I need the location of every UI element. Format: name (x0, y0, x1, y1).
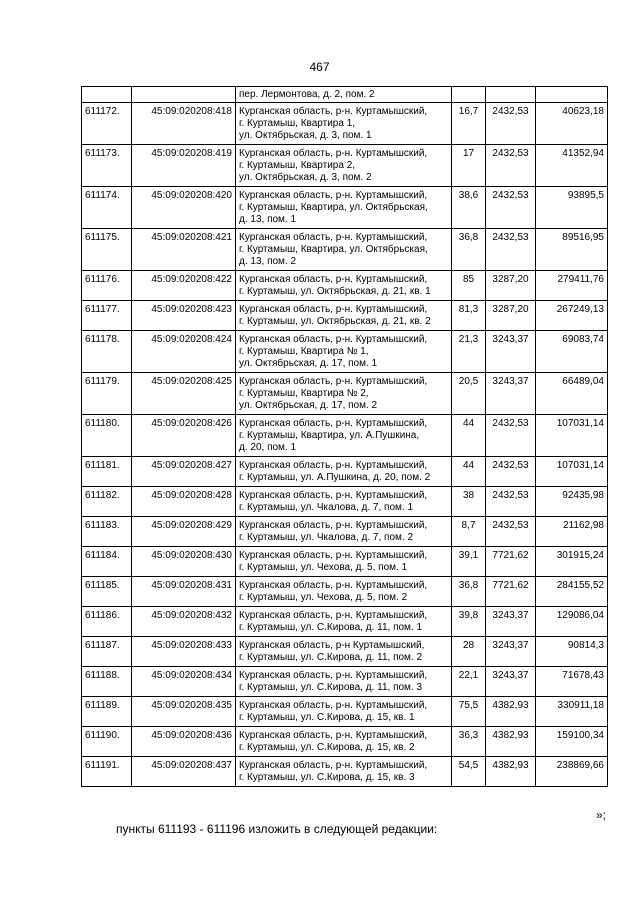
table-row (82, 577, 608, 607)
table-row (82, 517, 608, 547)
address-line: г. Куртамыш, ул. Чкалова, д. 7, пом. 1 (239, 502, 414, 513)
address-line: г. Куртамыш, Квартира № 2, (239, 388, 369, 399)
total-value-cell: 159100,34 (536, 727, 608, 757)
row-number-cell: 611190. (82, 727, 132, 757)
address-line: г. Куртамыш, Квартира 1, (239, 118, 356, 129)
address-line: д. 13, пом. 1 (239, 214, 297, 225)
row-number-cell: 611173. (82, 145, 132, 187)
address-cell (236, 547, 452, 577)
address-cell (236, 103, 452, 145)
address-line: Курганская область, р-н. Куртамышский, (239, 580, 428, 591)
unit-price-cell: 4382,93 (486, 757, 536, 787)
address-line: Курганская область, р-н. Куртамышский, (239, 148, 428, 159)
row-number-cell: 611187. (82, 637, 132, 667)
total-value-cell: 66489,04 (536, 373, 608, 415)
address-line: Курганская область, р-н. Куртамышский, (239, 760, 428, 771)
unit-price-cell: 4382,93 (486, 727, 536, 757)
table-row (82, 457, 608, 487)
row-number-cell: 611184. (82, 547, 132, 577)
cadastral-number-cell: 45:09:020208:434 (132, 667, 236, 697)
cadastral-number-cell: 45:09:020208:423 (132, 301, 236, 331)
table-row (82, 667, 608, 697)
total-value-cell: 90814,3 (536, 637, 608, 667)
total-value-cell: 107031,14 (536, 457, 608, 487)
cadastral-number-cell: 45:09:020208:430 (132, 547, 236, 577)
total-value-cell: 279411,76 (536, 271, 608, 301)
area-cell: 81,3 (452, 301, 486, 331)
row-number-cell: 611174. (82, 187, 132, 229)
unit-price-cell: 3243,37 (486, 331, 536, 373)
address-line: ул. Октябрьская, д. 3, пом. 2 (239, 172, 372, 183)
area-cell (452, 87, 486, 103)
address-line: г. Куртамыш, ул. С.Кирова, д. 11, пом. 1 (239, 622, 423, 633)
total-value-cell: 69083,74 (536, 331, 608, 373)
address-line: ул. Октябрьская, д. 17, пом. 2 (239, 400, 378, 411)
area-cell: 36,3 (452, 727, 486, 757)
address-line: г. Куртамыш, ул. Чехова, д. 5, пом. 2 (239, 592, 408, 603)
row-number-cell: 611191. (82, 757, 132, 787)
address-line: Курганская область, р-н. Куртамышский, (239, 730, 428, 741)
unit-price-cell: 3287,20 (486, 301, 536, 331)
row-number-cell: 611177. (82, 301, 132, 331)
table-row (82, 229, 608, 271)
row-number-cell: 611176. (82, 271, 132, 301)
unit-price-cell: 7721,62 (486, 577, 536, 607)
table-row (82, 271, 608, 301)
page-number: 467 (309, 60, 330, 74)
table-row (82, 757, 608, 787)
address-line: г. Куртамыш, Квартира № 1, (239, 346, 369, 357)
address-line: Курганская область, р-н. Куртамышский, (239, 334, 428, 345)
table-row (82, 415, 608, 457)
total-value-cell: 129086,04 (536, 607, 608, 637)
table-row (82, 87, 608, 103)
table-row (82, 727, 608, 757)
cadastral-number-cell: 45:09:020208:420 (132, 187, 236, 229)
row-number-cell (82, 87, 132, 103)
cadastral-number-cell: 45:09:020208:435 (132, 697, 236, 727)
address-line: Курганская область, р-н. Куртамышский, (239, 274, 428, 285)
unit-price-cell: 3243,37 (486, 667, 536, 697)
address-cell (236, 577, 452, 607)
total-value-cell: 284155,52 (536, 577, 608, 607)
area-cell: 36,8 (452, 229, 486, 271)
address-line: Курганская область, р-н. Куртамышский, (239, 418, 428, 429)
row-number-cell: 611180. (82, 415, 132, 457)
address-line: г. Куртамыш, ул. С.Кирова, д. 15, кв. 3 (239, 772, 415, 783)
table-row (82, 373, 608, 415)
unit-price-cell: 2432,53 (486, 487, 536, 517)
address-line: Курганская область, р-н. Куртамышский, (239, 460, 428, 471)
table-row (82, 145, 608, 187)
unit-price-cell: 3243,37 (486, 637, 536, 667)
area-cell: 85 (452, 271, 486, 301)
row-number-cell: 611178. (82, 331, 132, 373)
unit-price-cell: 2432,53 (486, 229, 536, 271)
unit-price-cell: 2432,53 (486, 457, 536, 487)
row-number-cell: 611185. (82, 577, 132, 607)
cadastral-number-cell: 45:09:020208:419 (132, 145, 236, 187)
address-line: г. Куртамыш, ул. Чехова, д. 5, пом. 1 (239, 562, 408, 573)
row-number-cell: 611181. (82, 457, 132, 487)
address-line: Курганская область, р-н. Куртамышский, (239, 610, 428, 621)
address-line: г. Куртамыш, Квартира, ул. Октябрьская, (239, 244, 428, 255)
total-value-cell: 330911,18 (536, 697, 608, 727)
cadastral-number-cell: 45:09:020208:427 (132, 457, 236, 487)
total-value-cell: 301915,24 (536, 547, 608, 577)
total-value-cell: 267249,13 (536, 301, 608, 331)
table-row (82, 607, 608, 637)
row-number-cell: 611175. (82, 229, 132, 271)
address-cell (236, 187, 452, 229)
address-cell (236, 727, 452, 757)
address-cell (236, 457, 452, 487)
area-cell: 38 (452, 487, 486, 517)
address-cell (236, 373, 452, 415)
address-cell (236, 667, 452, 697)
address-cell (236, 517, 452, 547)
address-line: д. 20, пом. 1 (239, 442, 297, 453)
address-line: Курганская область, р-н. Куртамышский, (239, 106, 428, 117)
total-value-cell (536, 87, 608, 103)
cadastral-number-cell: 45:09:020208:426 (132, 415, 236, 457)
address-cell (236, 145, 452, 187)
cadastral-number-cell: 45:09:020208:433 (132, 637, 236, 667)
table-row (82, 487, 608, 517)
address-line: г. Куртамыш, ул. Октябрьская, д. 21, кв. 1 (239, 286, 431, 297)
unit-price-cell: 3243,37 (486, 373, 536, 415)
area-cell: 39,8 (452, 607, 486, 637)
cadastral-number-cell: 45:09:020208:424 (132, 331, 236, 373)
address-line: г. Куртамыш, Квартира 2, (239, 160, 356, 171)
address-cell (236, 487, 452, 517)
area-cell: 8,7 (452, 517, 486, 547)
instruction-text: пункты 611193 - 611196 изложить в следующей редакции: (116, 822, 438, 836)
address-line: Курганская область, р-н. Куртамышский, (239, 376, 428, 387)
unit-price-cell: 2432,53 (486, 103, 536, 145)
area-cell: 21,3 (452, 331, 486, 373)
table-row (82, 331, 608, 373)
unit-price-cell: 2432,53 (486, 517, 536, 547)
area-cell: 17 (452, 145, 486, 187)
unit-price-cell: 7721,62 (486, 547, 536, 577)
address-line: Курганская область, р-н. Куртамышский, (239, 520, 428, 531)
area-cell: 22,1 (452, 667, 486, 697)
row-number-cell: 611172. (82, 103, 132, 145)
cadastral-number-cell: 45:09:020208:422 (132, 271, 236, 301)
address-line: г. Куртамыш, ул. С.Кирова, д. 15, кв. 1 (239, 712, 415, 723)
address-cell (236, 757, 452, 787)
unit-price-cell: 3243,37 (486, 607, 536, 637)
address-cell (236, 331, 452, 373)
total-value-cell: 238869,66 (536, 757, 608, 787)
table-row (82, 187, 608, 229)
address-line: Курганская область, р-н. Куртамышский, (239, 550, 428, 561)
area-cell: 36,8 (452, 577, 486, 607)
total-value-cell: 93895,5 (536, 187, 608, 229)
address-line: ул. Октябрьская, д. 17, пом. 1 (239, 358, 378, 369)
address-line: Курганская область, р-н. Куртамышский, (239, 304, 428, 315)
area-cell: 16,7 (452, 103, 486, 145)
cadastral-number-cell: 45:09:020208:418 (132, 103, 236, 145)
table-row (82, 547, 608, 577)
address-cell (236, 301, 452, 331)
cadastral-number-cell: 45:09:020208:436 (132, 727, 236, 757)
total-value-cell: 89516,95 (536, 229, 608, 271)
area-cell: 38,6 (452, 187, 486, 229)
address-line: Курганская область, р-н Куртамышский, (239, 640, 425, 651)
row-number-cell: 611186. (82, 607, 132, 637)
area-cell: 39,1 (452, 547, 486, 577)
area-cell: 20,5 (452, 373, 486, 415)
address-line: д. 13, пом. 2 (239, 256, 297, 267)
address-line: г. Куртамыш, Квартира, ул. Октябрьская, (239, 202, 428, 213)
total-value-cell: 71678,43 (536, 667, 608, 697)
row-number-cell: 611179. (82, 373, 132, 415)
address-line: г. Куртамыш, Квартира, ул. А.Пушкина, (239, 430, 420, 441)
total-value-cell: 41352,94 (536, 145, 608, 187)
address-cell (236, 229, 452, 271)
cadastral-number-cell: 45:09:020208:432 (132, 607, 236, 637)
address-line: г. Куртамыш, ул. А.Пушкина, д. 20, пом. 2 (239, 472, 431, 483)
cadastral-number-cell: 45:09:020208:425 (132, 373, 236, 415)
address-line: Курганская область, р-н. Куртамышский, (239, 190, 428, 201)
address-line: Курганская область, р-н. Куртамышский, (239, 232, 428, 243)
property-table-body (82, 87, 608, 787)
unit-price-cell: 4382,93 (486, 697, 536, 727)
cadastral-number-cell: 45:09:020208:437 (132, 757, 236, 787)
address-cell (236, 415, 452, 457)
cadastral-number-cell: 45:09:020208:429 (132, 517, 236, 547)
closing-quote: »; (596, 808, 607, 822)
total-value-cell: 40623,18 (536, 103, 608, 145)
row-number-cell: 611182. (82, 487, 132, 517)
address-line: ул. Октябрьская, д. 3, пом. 1 (239, 130, 372, 141)
unit-price-cell: 2432,53 (486, 415, 536, 457)
unit-price-cell: 2432,53 (486, 145, 536, 187)
cadastral-number-cell: 45:09:020208:431 (132, 577, 236, 607)
address-line: г. Куртамыш, ул. Чкалова, д. 7, пом. 2 (239, 532, 414, 543)
unit-price-cell: 2432,53 (486, 187, 536, 229)
row-number-cell: 611188. (82, 667, 132, 697)
unit-price-cell (486, 87, 536, 103)
address-cell (236, 271, 452, 301)
total-value-cell: 107031,14 (536, 415, 608, 457)
total-value-cell: 21162,98 (536, 517, 608, 547)
area-cell: 28 (452, 637, 486, 667)
address-line: Курганская область, р-н. Куртамышский, (239, 670, 428, 681)
address-cell (236, 697, 452, 727)
table-row (82, 301, 608, 331)
address-cell (236, 637, 452, 667)
area-cell: 75,5 (452, 697, 486, 727)
table-row (82, 637, 608, 667)
property-table (81, 86, 608, 787)
address-cell (236, 607, 452, 637)
address-line: пер. Лермонтова, д. 2, пом. 2 (239, 89, 375, 100)
address-line: г. Куртамыш, ул. С.Кирова, д. 15, кв. 2 (239, 742, 415, 753)
address-line: г. Куртамыш, ул. С.Кирова, д. 11, пом. 3 (239, 682, 423, 693)
address-line: Курганская область, р-н. Куртамышский, (239, 490, 428, 501)
row-number-cell: 611189. (82, 697, 132, 727)
address-line: г. Куртамыш, ул. С.Кирова, д. 11, пом. 2 (239, 652, 423, 663)
cadastral-number-cell (132, 87, 236, 103)
row-number-cell: 611183. (82, 517, 132, 547)
area-cell: 44 (452, 457, 486, 487)
cadastral-number-cell: 45:09:020208:428 (132, 487, 236, 517)
address-line: Курганская область, р-н. Куртамышский, (239, 700, 428, 711)
area-cell: 44 (452, 415, 486, 457)
table-row (82, 103, 608, 145)
address-cell (236, 87, 452, 103)
table-row (82, 697, 608, 727)
total-value-cell: 92435,98 (536, 487, 608, 517)
unit-price-cell: 3287,20 (486, 271, 536, 301)
cadastral-number-cell: 45:09:020208:421 (132, 229, 236, 271)
area-cell: 54,5 (452, 757, 486, 787)
address-line: г. Куртамыш, ул. Октябрьская, д. 21, кв. 2 (239, 316, 431, 327)
